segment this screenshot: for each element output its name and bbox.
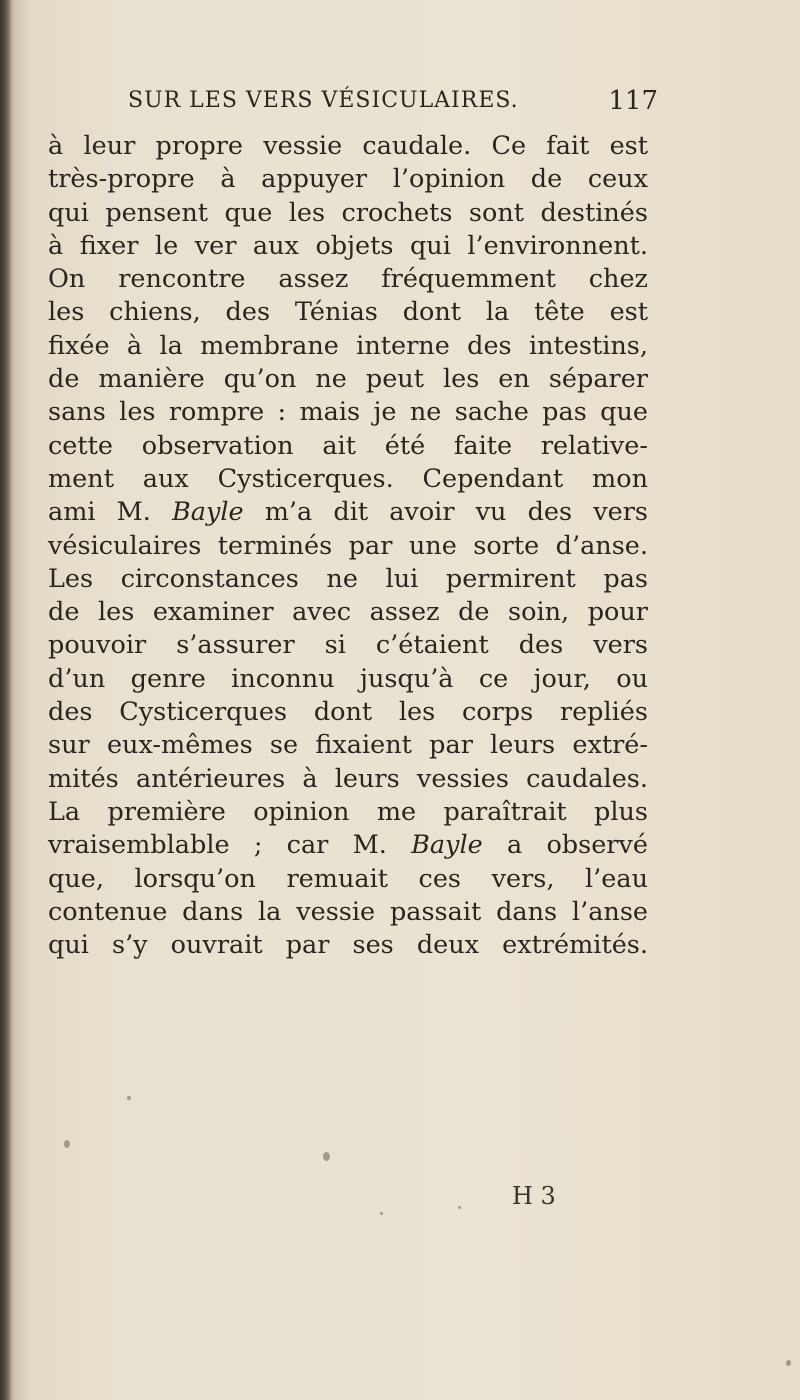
- text-line: pouvoir s’assurer si c’étaient des vers: [48, 630, 648, 661]
- text-line: On rencontre assez fréquemment chez: [48, 264, 648, 295]
- text-line: qui pensent que les crochets sont destinés: [48, 197, 648, 228]
- text-line-with-italic-name: vraisemblable ; car M. Bayle a observé: [48, 830, 648, 861]
- text-line: mités antérieures à leurs vessies caudales.: [48, 763, 648, 794]
- paper-speck: [127, 1096, 131, 1100]
- paper-speck: [458, 1206, 461, 1209]
- text-line: très-propre à appuyer l’opinion de ceux: [48, 164, 648, 195]
- paper-speck: [323, 1152, 330, 1161]
- text-line: de les examiner avec assez de soin, pour: [48, 597, 648, 628]
- signature-mark: H 3: [512, 1182, 556, 1210]
- page-header: [128, 86, 658, 120]
- text-line: sur eux-mêmes se fixaient par leurs extré-: [48, 730, 648, 761]
- text-line: sans les rompre : mais je ne sache pas que: [48, 397, 648, 428]
- page-number: 117: [608, 86, 658, 116]
- text-line: de manière qu’on ne peut les en séparer: [48, 364, 648, 395]
- paper-speck: [786, 1360, 791, 1366]
- text-line: fixée à la membrane interne des intestins,: [48, 330, 648, 361]
- paper-speck: [64, 1140, 70, 1148]
- text-line: des Cysticerques dont les corps repliés: [48, 697, 648, 728]
- italic-name: Bayle: [411, 830, 483, 861]
- italic-name: Bayle: [172, 497, 244, 528]
- text-line-with-italic-name: ami M. Bayle m’a dit avoir vu des vers: [48, 497, 649, 528]
- text-line: à leur propre vessie caudale. Ce fait est: [48, 131, 648, 161]
- body-text: [48, 130, 648, 962]
- text-line: ment aux Cysticerques. Cependant mon: [48, 463, 648, 494]
- text-line: cette observation ait été faite relative-: [48, 430, 648, 461]
- page-gutter-shadow: [0, 0, 12, 1400]
- paper-speck: [380, 1212, 383, 1215]
- text-line: vésiculaires terminés par une sorte d’anse.: [48, 530, 648, 561]
- running-head: SUR LES VERS VÉSICULAIRES.: [128, 88, 519, 113]
- text-line: à fixer le ver aux objets qui l’environnent.: [48, 230, 648, 261]
- text-line: les chiens, des Ténias dont la tête est: [48, 297, 648, 328]
- text-line: d’un genre inconnu jusqu’à ce jour, ou: [48, 663, 648, 694]
- text-line: contenue dans la vessie passait dans l’anse: [48, 896, 648, 927]
- text-line: La première opinion me paraîtrait plus: [48, 796, 648, 827]
- text-line: Les circonstances ne lui permirent pas: [48, 563, 648, 594]
- text-line: que, lorsqu’on remuait ces vers, l’eau: [48, 863, 648, 894]
- text-line: qui s’y ouvrait par ses deux extrémités.: [48, 930, 648, 961]
